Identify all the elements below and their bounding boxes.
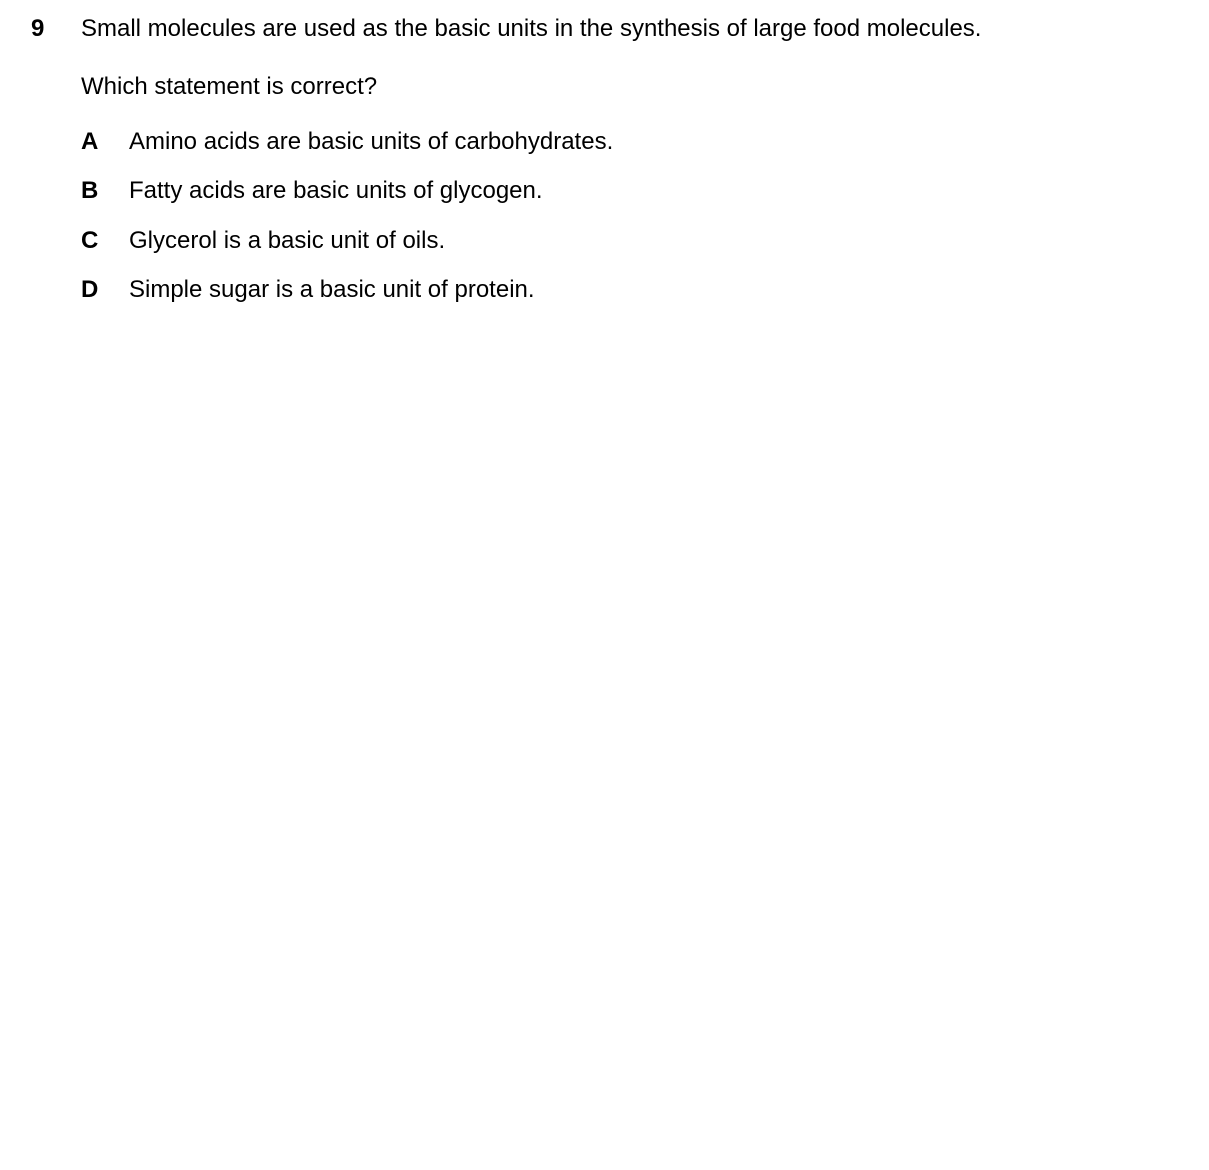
option-letter: A xyxy=(81,128,99,155)
option-letter: B xyxy=(81,177,99,204)
option-letter: D xyxy=(81,276,99,303)
question-stem: Small molecules are used as the basic units in the synthesis of large food molecules. xyxy=(81,15,982,42)
question-prompt: Which statement is correct? xyxy=(81,73,378,100)
option-text: Simple sugar is a basic unit of protein. xyxy=(129,276,535,303)
option-text: Amino acids are basic units of carbohydrates. xyxy=(129,128,614,155)
option-text: Glycerol is a basic unit of oils. xyxy=(129,227,446,254)
option-letter: C xyxy=(81,227,99,254)
question-number: 9 xyxy=(31,15,45,42)
option-text: Fatty acids are basic units of glycogen. xyxy=(129,177,543,204)
